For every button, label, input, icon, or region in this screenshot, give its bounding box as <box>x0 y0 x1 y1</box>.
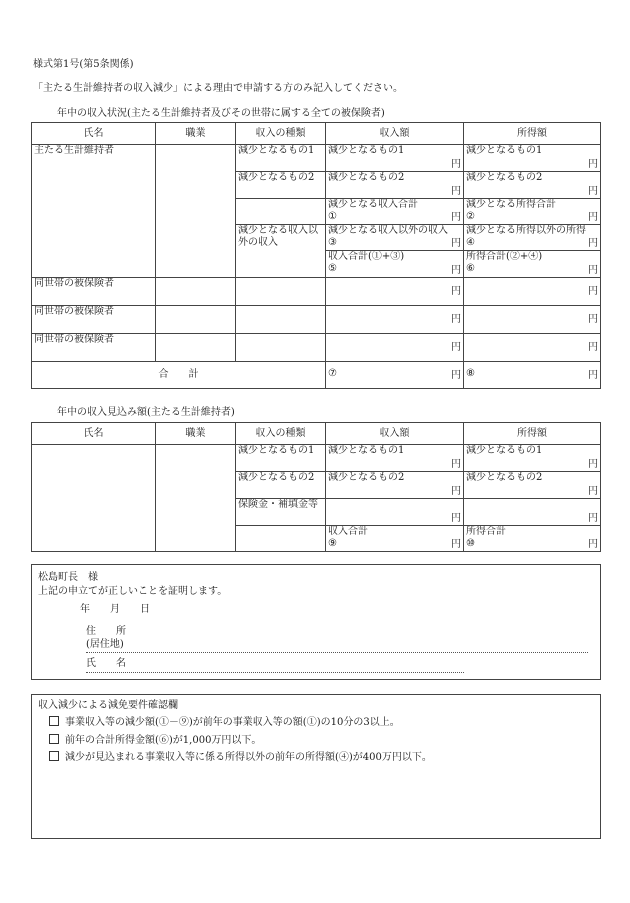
member-name-3[interactable]: 同世帯の被保険者 <box>32 334 156 362</box>
forecast-profit-decrease-1[interactable]: 減少となるもの1 円 <box>464 445 601 472</box>
yen-unit: 円 <box>451 538 461 550</box>
main-earner-name-cell[interactable] <box>32 145 156 278</box>
member-name-2[interactable]: 同世帯の被保険者 <box>32 306 156 334</box>
member-profit-2[interactable] <box>464 306 601 334</box>
yen-unit: 円 <box>451 158 461 170</box>
yen-unit: 円 <box>588 485 598 497</box>
type-empty <box>236 199 326 225</box>
profit-decrease-total[interactable]: 減少となる所得合計 ② 円 <box>464 199 601 225</box>
forecast-type-decrease-1: 減少となるもの1 <box>236 445 326 472</box>
yen-unit: 円 <box>451 313 461 325</box>
yen-unit: 円 <box>588 237 598 249</box>
total-income[interactable]: ⑦ 円 <box>326 362 464 389</box>
member-occupation-3[interactable] <box>156 334 236 362</box>
income-decrease-total[interactable]: 減少となる収入合計 ① 円 <box>326 199 464 225</box>
member-income-3[interactable] <box>326 334 464 362</box>
member-type-3[interactable] <box>236 334 326 362</box>
header-profit-amount: 所得額 <box>464 123 601 145</box>
type-other-income: 減少となる収入以外の収入 <box>236 225 326 278</box>
total-profit[interactable]: ⑧ 円 <box>464 362 601 389</box>
form-number: 様式第1号(第5条関係) <box>33 59 134 70</box>
yen-unit: 円 <box>588 158 598 170</box>
requirements-title: 収入減少による減免要件確認欄 <box>38 700 178 711</box>
member-type-2[interactable] <box>236 306 326 334</box>
requirement-item-1[interactable]: 事業収入等の減少額(①－⑨)が前年の事業収入等の額(①)の10分の3以上。 <box>49 716 400 729</box>
forecast-type-empty <box>236 526 326 552</box>
yen-unit: 円 <box>451 512 461 524</box>
forecast-type-decrease-2: 減少となるもの2 <box>236 472 326 499</box>
income-status-table <box>31 122 601 389</box>
profit-other[interactable]: 減少となる所得以外の所得 ④ 円 <box>464 225 601 251</box>
profit-decrease-1[interactable]: 減少となるもの1 円 <box>464 145 601 172</box>
checkbox-icon[interactable] <box>49 751 59 761</box>
table2-caption: 年中の収入見込み額(主たる生計維持者) <box>57 407 235 418</box>
header-income-amount: 収入額 <box>326 423 464 445</box>
member-income-2[interactable] <box>326 306 464 334</box>
member-profit-1[interactable] <box>464 278 601 306</box>
income-decrease-1[interactable]: 減少となるもの1 円 <box>326 145 464 172</box>
header-occupation: 職業 <box>156 423 236 445</box>
name-input-line[interactable] <box>86 672 464 673</box>
header-profit-amount: 所得額 <box>464 423 601 445</box>
member-occupation-1[interactable] <box>156 278 236 306</box>
yen-unit: 円 <box>588 285 598 297</box>
yen-unit: 円 <box>451 285 461 297</box>
yen-unit: 円 <box>588 341 598 353</box>
forecast-profit-insurance[interactable] <box>464 499 601 526</box>
requirement-item-3[interactable]: 減少が見込まれる事業収入等に係る所得以外の前年の所得額(④)が400万円以下。 <box>49 751 432 764</box>
certify-statement: 上記の申立てが正しいことを証明します。 <box>38 586 228 597</box>
forecast-profit-sum[interactable]: 所得合計 ⑩ 円 <box>464 526 601 552</box>
requirement-item-2[interactable]: 前年の合計所得金額(⑥)が1,000万円以下。 <box>49 734 261 747</box>
member-profit-3[interactable] <box>464 334 601 362</box>
forecast-type-insurance: 保険金・補填金等 <box>236 499 326 526</box>
profit-sum[interactable]: 所得合計(②+④) ⑥ 円 <box>464 251 601 278</box>
checkbox-icon[interactable] <box>49 716 59 726</box>
forecast-name-cell[interactable] <box>32 445 156 552</box>
type-decrease-2: 減少となるもの2 <box>236 172 326 199</box>
type-decrease-1: 減少となるもの1 <box>236 145 326 172</box>
forecast-occupation-cell[interactable] <box>156 445 236 552</box>
yen-unit: 円 <box>451 264 461 276</box>
income-sum[interactable]: 収入合計(①+③) ⑤ 円 <box>326 251 464 278</box>
header-income-amount: 収入額 <box>326 123 464 145</box>
member-name-1[interactable]: 同世帯の被保険者 <box>32 278 156 306</box>
certify-date[interactable]: 年 月 日 <box>80 604 150 615</box>
header-income-type: 収入の種類 <box>236 123 326 145</box>
yen-unit: 円 <box>451 341 461 353</box>
yen-unit: 円 <box>588 458 598 470</box>
checkbox-icon[interactable] <box>49 734 59 744</box>
income-other[interactable]: 減少となる収入以外の収入 ③ 円 <box>326 225 464 251</box>
yen-unit: 円 <box>451 458 461 470</box>
yen-unit: 円 <box>451 369 461 381</box>
main-earner-occupation-cell[interactable] <box>156 145 236 278</box>
main-earner-label: 主たる生計維持者 <box>34 145 114 156</box>
residence-label: (居住地) <box>86 639 124 650</box>
yen-unit: 円 <box>451 211 461 223</box>
yen-unit: 円 <box>588 185 598 197</box>
header-name: 氏名 <box>32 123 156 145</box>
header-name: 氏名 <box>32 423 156 445</box>
header-income-type: 収入の種類 <box>236 423 326 445</box>
forecast-income-decrease-1[interactable]: 減少となるもの1 円 <box>326 445 464 472</box>
yen-unit: 円 <box>451 237 461 249</box>
yen-unit: 円 <box>588 211 598 223</box>
member-type-1[interactable] <box>236 278 326 306</box>
table1-caption: 年中の収入状況(主たる生計維持者及びその世帯に属する全ての被保険者) <box>57 108 385 119</box>
certification-box <box>31 564 601 680</box>
total-label: 合 計 <box>32 362 326 389</box>
forecast-income-decrease-2[interactable]: 減少となるもの2 円 <box>326 472 464 499</box>
yen-unit: 円 <box>588 512 598 524</box>
header-occupation: 職業 <box>156 123 236 145</box>
member-occupation-2[interactable] <box>156 306 236 334</box>
profit-decrease-2[interactable]: 減少となるもの2 円 <box>464 172 601 199</box>
yen-unit: 円 <box>588 313 598 325</box>
address-input-line[interactable] <box>86 652 588 653</box>
income-forecast-table <box>31 422 601 552</box>
yen-unit: 円 <box>588 538 598 550</box>
addressee: 松島町長 様 <box>38 572 98 583</box>
income-decrease-2[interactable]: 減少となるもの2 円 <box>326 172 464 199</box>
instruction-text: 「主たる生計維持者の収入減少」による理由で申請する方のみ記入してください。 <box>33 83 403 94</box>
yen-unit: 円 <box>588 369 598 381</box>
requirements-box <box>31 694 601 839</box>
name-label: 氏 名 <box>86 658 126 669</box>
forecast-profit-decrease-2[interactable]: 減少となるもの2 円 <box>464 472 601 499</box>
yen-unit: 円 <box>451 185 461 197</box>
yen-unit: 円 <box>588 264 598 276</box>
member-income-1[interactable] <box>326 278 464 306</box>
address-label: 住 所 <box>86 626 126 637</box>
forecast-income-sum[interactable]: 収入合計 ⑨ 円 <box>326 526 464 552</box>
forecast-income-insurance[interactable] <box>326 499 464 526</box>
yen-unit: 円 <box>451 485 461 497</box>
